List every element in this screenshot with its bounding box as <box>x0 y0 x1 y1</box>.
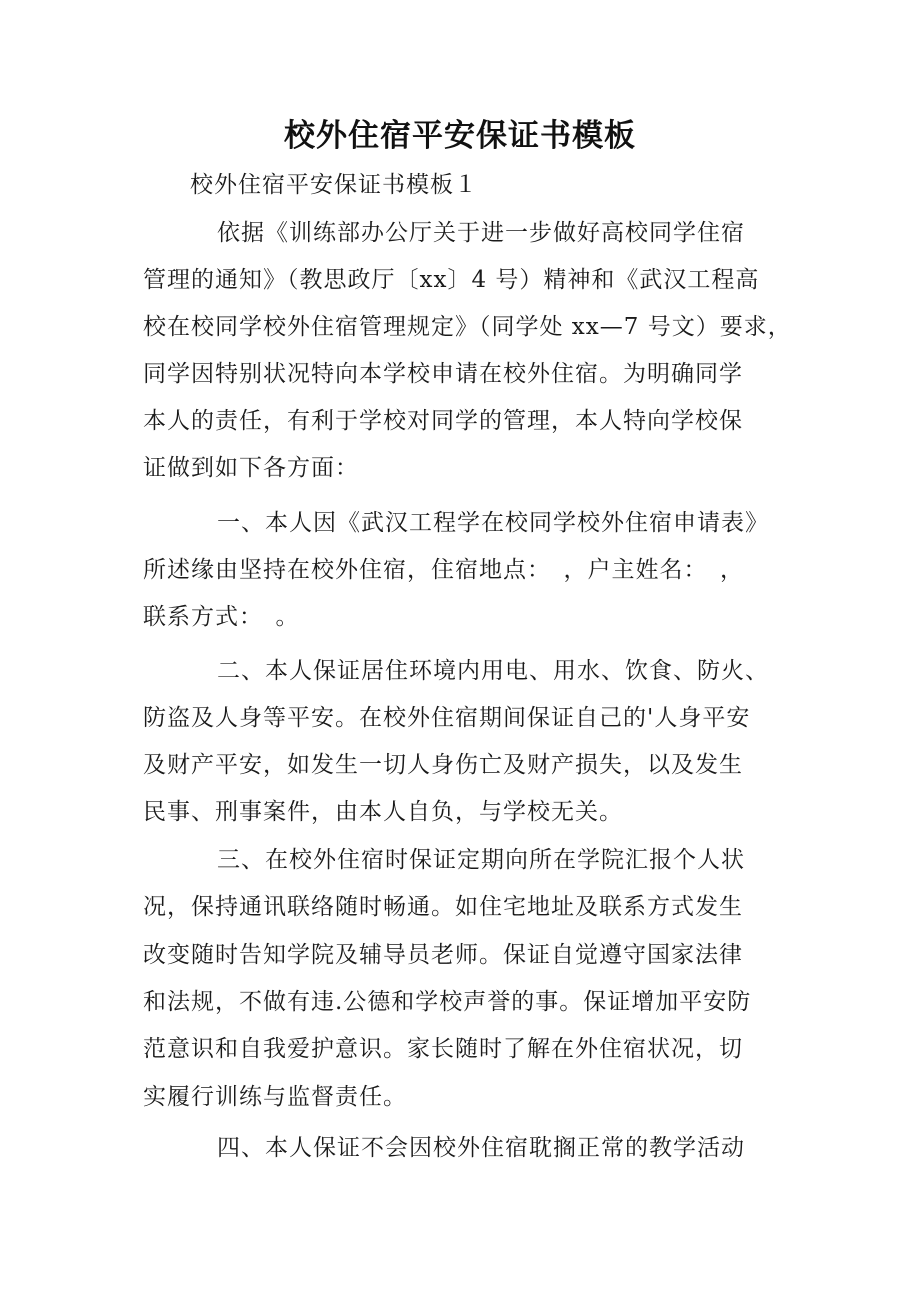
paragraph-line: 四、本人保证不会因校外住宿耽搁正常的教学活动 <box>217 1135 745 1161</box>
document-title: 校外住宿平安保证书模板 <box>284 118 636 154</box>
paragraph-line: 范意识和自我爱护意识。家长随时了解在外住宿状况，切 <box>143 1036 743 1062</box>
paragraph-line: 及财产平安，如发生一切人身伤亡及财产损失，以及发生 <box>143 752 743 778</box>
paragraph-line: 二、本人保证居住环境内用电、用水、饮食、防火、 <box>217 658 769 684</box>
paragraph-line: 同学因特别状况特向本学校申请在校外住宿。为明确同学 <box>143 361 743 387</box>
paragraph-line: 民事、刑事案件，由本人自负，与学校无关。 <box>143 799 623 825</box>
paragraph-line: 况，保持通讯联络随时畅通。如住宅地址及联系方式发生 <box>143 894 743 920</box>
paragraph-line: 本人的责任，有利于学校对同学的管理，本人特向学校保 <box>143 408 743 434</box>
paragraph-line: 联系方式： 。 <box>143 604 300 630</box>
paragraph-line: 三、在校外住宿时保证定期向所在学院汇报个人状 <box>217 847 745 873</box>
paragraph-line: 证做到如下各方面： <box>143 455 359 481</box>
paragraph-line: 和法规，不做有违.公德和学校声誉的事。保证增加平安防 <box>143 989 752 1015</box>
paragraph-line: 防盗及人身等平安。在校外住宿期间保证自己的'人身平安 <box>143 705 751 731</box>
document-subtitle: 校外住宿平安保证书模板１ <box>190 172 478 198</box>
paragraph-line: 改变随时告知学院及辅导员老师。保证自觉遵守国家法律 <box>143 942 743 968</box>
paragraph-line: 校在校同学校外住宿管理规定》（同学处 xx—7 号文）要求， <box>143 314 792 340</box>
paragraph-line: 一、本人因《武汉工程学在校同学校外住宿申请表》 <box>217 510 769 536</box>
paragraph-line: 实履行训练与监督责任。 <box>143 1084 407 1110</box>
paragraph-line: 所述缘由坚持在校外住宿，住宿地点： ，户主姓名： ， <box>143 557 744 583</box>
paragraph-line: 依据《训练部办公厅关于进一步做好高校同学住宿 <box>217 220 745 246</box>
paragraph-line: 管理的通知》（教思政厅〔xx〕4 号）精神和《武汉工程高 <box>143 267 760 293</box>
